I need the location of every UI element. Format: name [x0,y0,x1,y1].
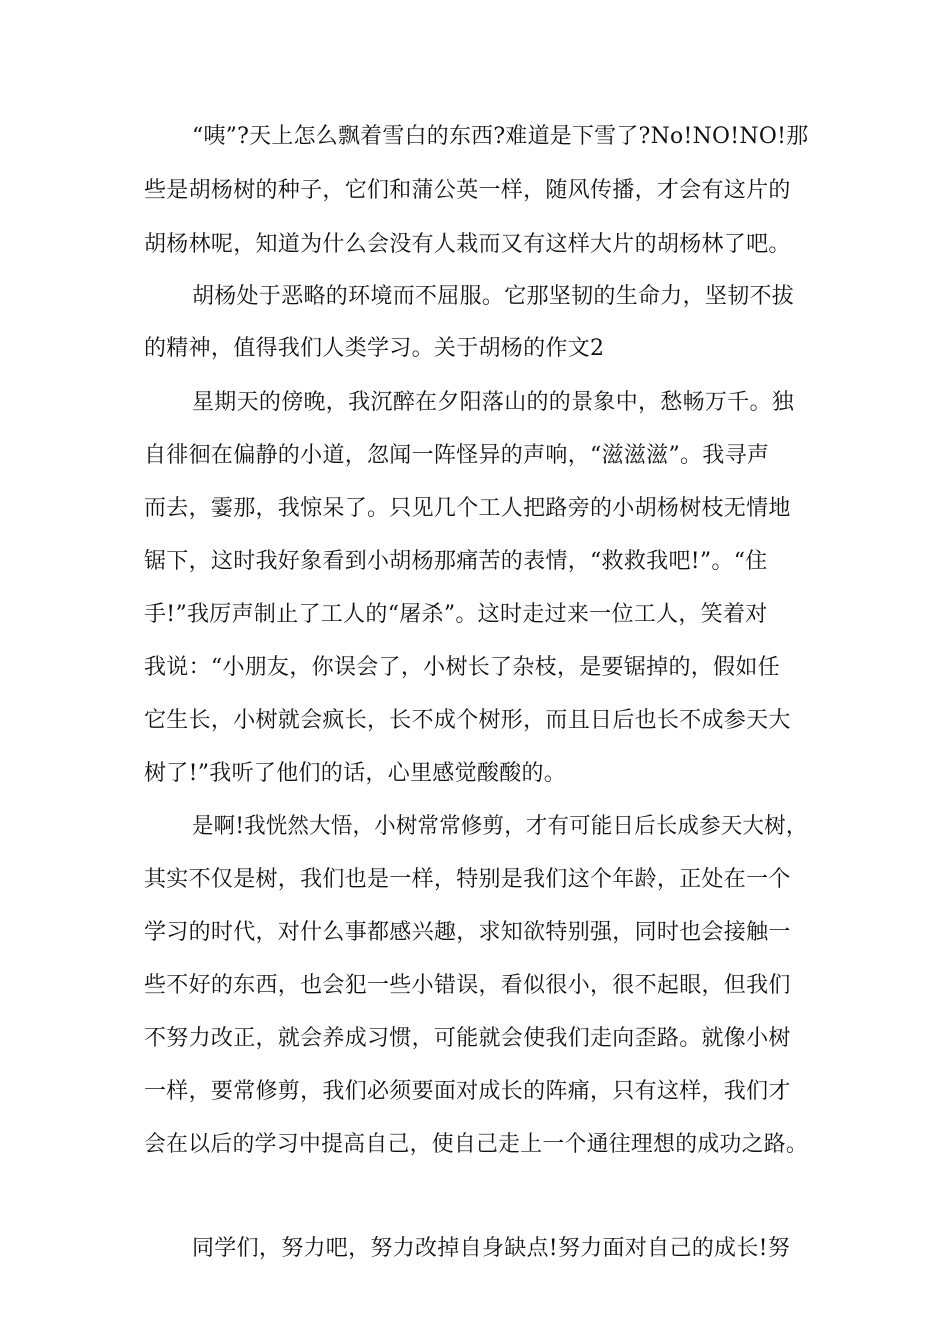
paragraph-2-line-1: 胡杨处于恶略的环境而不屈服。它那坚韧的生命力，坚韧不拔 [192,284,795,309]
paragraph-3-line-3: 而去，霎那，我惊呆了。只见几个工人把路旁的小胡杨树枝无情地 [144,496,791,521]
paragraph-1-line-2: 些是胡杨树的种子，它们和蒲公英一样，随风传播，才会有这片的 [144,178,791,203]
paragraph-4-line-4: 些不好的东西，也会犯一些小错误，看似很小，很不起眼，但我们 [144,973,791,998]
paragraph-3-line-1: 星期天的傍晚，我沉醉在夕阳落山的的景象中，愁畅万千。独 [192,390,795,415]
paragraph-3-line-7: 它生长，小树就会疯长，长不成个树形，而且日后也长不成参天大 [144,708,791,733]
paragraph-3-line-2: 自徘徊在偏静的小道，忽闻一阵怪异的声响，“滋滋滋”。我寻声 [144,443,770,468]
paragraph-3-line-5: 手!”我厉声制止了工人的“屠杀”。这时走过来一位工人，笑着对 [144,602,768,627]
paragraph-4-line-6: 一样，要常修剪，我们必须要面对成长的阵痛，只有这样，我们才 [144,1079,791,1104]
paragraph-1-line-3: 胡杨林呢，知道为什么会没有人栽而又有这样大片的胡杨林了吧。 [144,232,791,257]
paragraph-2-line-2: 的精神，值得我们人类学习。关于胡杨的作文2 [144,336,605,361]
paragraph-4-line-3: 学习的时代，对什么事都感兴趣，求知欲特别强，同时也会接触一 [144,920,791,945]
paragraph-3-line-6: 我说：“小朋友，你误会了，小树长了杂枝，是要锯掉的，假如任 [144,655,780,680]
paragraph-4-line-5: 不努力改正，就会养成习惯，可能就会使我们走向歪路。就像小树 [144,1026,791,1051]
paragraph-4-line-7: 会在以后的学习中提高自己，使自己走上一个通往理想的成功之路。 [144,1132,808,1157]
paragraph-3-line-8: 树了!”我听了他们的话，心里感觉酸酸的。 [144,761,567,786]
paragraph-4-line-2: 其实不仅是树，我们也是一样，特别是我们这个年龄，正处在一个 [144,867,791,892]
paragraph-3-line-4: 锯下，这时我好象看到小胡杨那痛苦的表情，“救救我吧!”。“住 [144,549,768,574]
paragraph-1-line-1: “咦”?天上怎么飘着雪白的东西?难道是下雪了?No!NO!NO!那 [192,124,809,149]
paragraph-5-line-1: 同学们，努力吧，努力改掉自身缺点!努力面对自己的成长!努 [192,1236,791,1261]
paragraph-4-line-1: 是啊!我恍然大悟，小树常常修剪，才有可能日后长成参天大树， [192,814,808,839]
